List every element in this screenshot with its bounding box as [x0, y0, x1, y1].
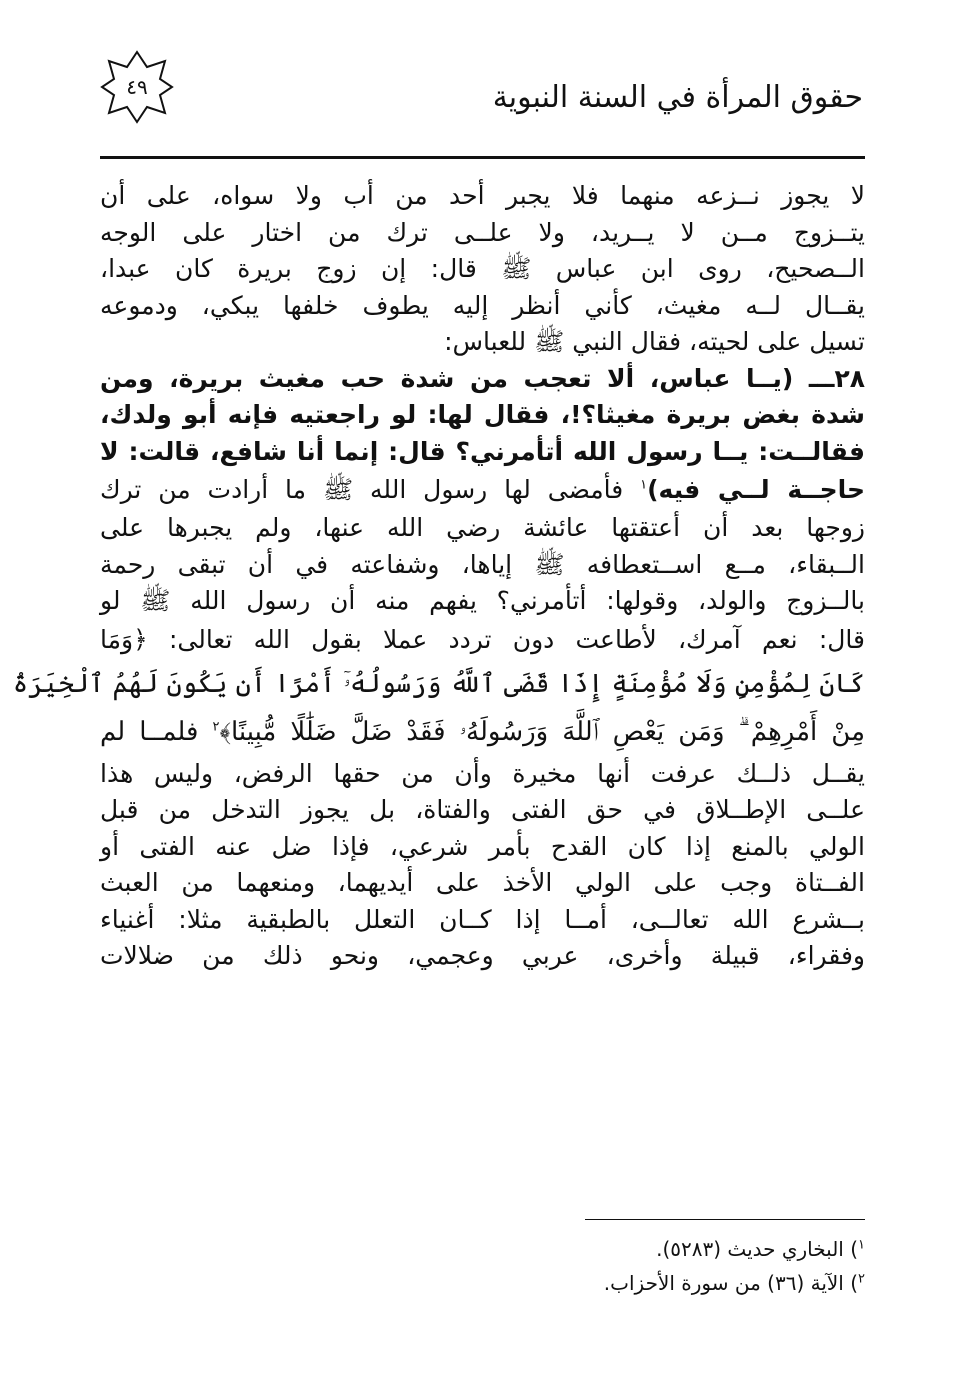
- text-line: بالــزوج والولد، وقولها: أتأمرني؟ يفهم منه أن رسول الله ﷺ لو: [100, 586, 865, 615]
- hadith-end-rest: فأمضى لها رسول الله ﷺ ما أرادت من ترك: [100, 475, 641, 504]
- quran-line-rest: فلمــا لم: [100, 716, 213, 747]
- hadith-line: شدة بغض بريرة مغيثا؟!، فقال لها: لو راجعتيه فإنه أبو ولدك،: [100, 400, 865, 429]
- text-line: زوجها بعد أن أعتقتها عائشة رضي الله عنها، ولم يجبرها على: [100, 513, 865, 542]
- footnote-1-text: ) البخاري حديث (٥٢٨٣).: [656, 1237, 859, 1261]
- text-line: الــصحيح، روى ابن عباس ﷺ قال: إن زوج بريرة كان عبدا،: [100, 254, 865, 283]
- footnote-marker-1: ١: [640, 477, 648, 493]
- text-line: يقــال لــه مغيث، كأني أنظر إليه يطوف خلفها يبكي، ودموعه: [100, 290, 865, 320]
- text-line: لا يجوز نــزعه منهما فلا يجبر أحد من أب ولا سواه، على أن: [100, 181, 865, 210]
- text-line: الفــتاة وجب على الولي الأخذ على أيديهما، ومنعهما من العبث: [100, 868, 865, 897]
- hadith-line: ٢٨ـــ (يــا عباس، ألا تعجب من شدة حب مغيث بريرة، ومن: [100, 363, 865, 393]
- page-header: [100, 50, 865, 160]
- footnotes: [100, 1232, 865, 1300]
- main-text: [12, 178, 866, 975]
- footnote-1-marker: ١: [858, 1237, 865, 1253]
- footnote-2: [100, 1266, 865, 1300]
- text-line: تسيل على لحيته، فقال النبي ﷺ للعباس:: [444, 327, 865, 356]
- text-line: علــى الإطــلاق في حق الفتى والفتاة، بل يجوز التدخل من قبل: [100, 795, 865, 824]
- book-title: حقوق المرأة في السنة النبوية: [492, 80, 863, 115]
- footnote-marker-2: ٢: [212, 718, 220, 734]
- hadith-line: فقالــت: يــا رسول الله أتأمرني؟ قال: إنما أنا شافع، قالت: لا: [100, 436, 865, 466]
- header-rule: [100, 156, 865, 159]
- text-line: قال: نعم آمرك، لأطاعت دون تردد عملا بقول الله تعالى: ﴿وَمَا: [100, 624, 865, 654]
- quran-verse-end: مِنْ أَمْرِهِمْ ۗ وَمَن يَعْصِ ٱللَّهَ وَرَسُولَهُۥ فَقَدْ ضَلَّ ضَلَٰلًا مُّبِينًا﴾: [219, 716, 865, 747]
- page-number-badge: [100, 50, 174, 124]
- footnote-2-text: ) الآية (٣٦) من سورة الأحزاب.: [603, 1271, 859, 1295]
- text-line: بــشرع الله تعالــى، أمــا إذا كــان التعلل بالطبقية مثلا: أغنياء: [100, 904, 865, 934]
- text-line: الــبقاء، مــع اســتعطافه ﷺ إياها، وشفاعته في أن تبقى رحمة: [100, 549, 865, 579]
- footnote-2-marker: ٢: [858, 1271, 865, 1287]
- text-line: الولي بالمنع إذا كان القدح بأمر شرعي، فإذا ضل عنه الفتى أو: [100, 831, 865, 861]
- quran-verse-line: [100, 708, 865, 756]
- hadith-end-bold: حاجــة لــي فيه): [647, 475, 866, 504]
- text-line: وفقراء، قبيلة وأخرى، عربي وعجمي، ونحو ذلك من ضلالات: [100, 941, 865, 970]
- footnote-separator: [585, 1219, 865, 1220]
- text-line: يقــل ذلــك عرفت أنها مخيرة وأن من حقها الرفض، وليس هذا: [100, 758, 865, 788]
- quran-verse-line: كَانَ لِمُؤْمِنٍ وَلَا مُؤْمِنَةٍ إِذَا قَضَى ٱللَّهُ وَرَسُولُهُۥٓ أَمْرًا أَن يَكُونَ لَهُمُ ٱلْخِيَرَةُ: [12, 668, 865, 699]
- hadith-end-line: [100, 470, 865, 510]
- footnote-1: [100, 1232, 865, 1266]
- text-line: يتــزوج مــن لا يــريد، ولا علــى ترك من اختار على الوجه: [100, 217, 865, 247]
- page-number: ٤٩: [126, 75, 148, 99]
